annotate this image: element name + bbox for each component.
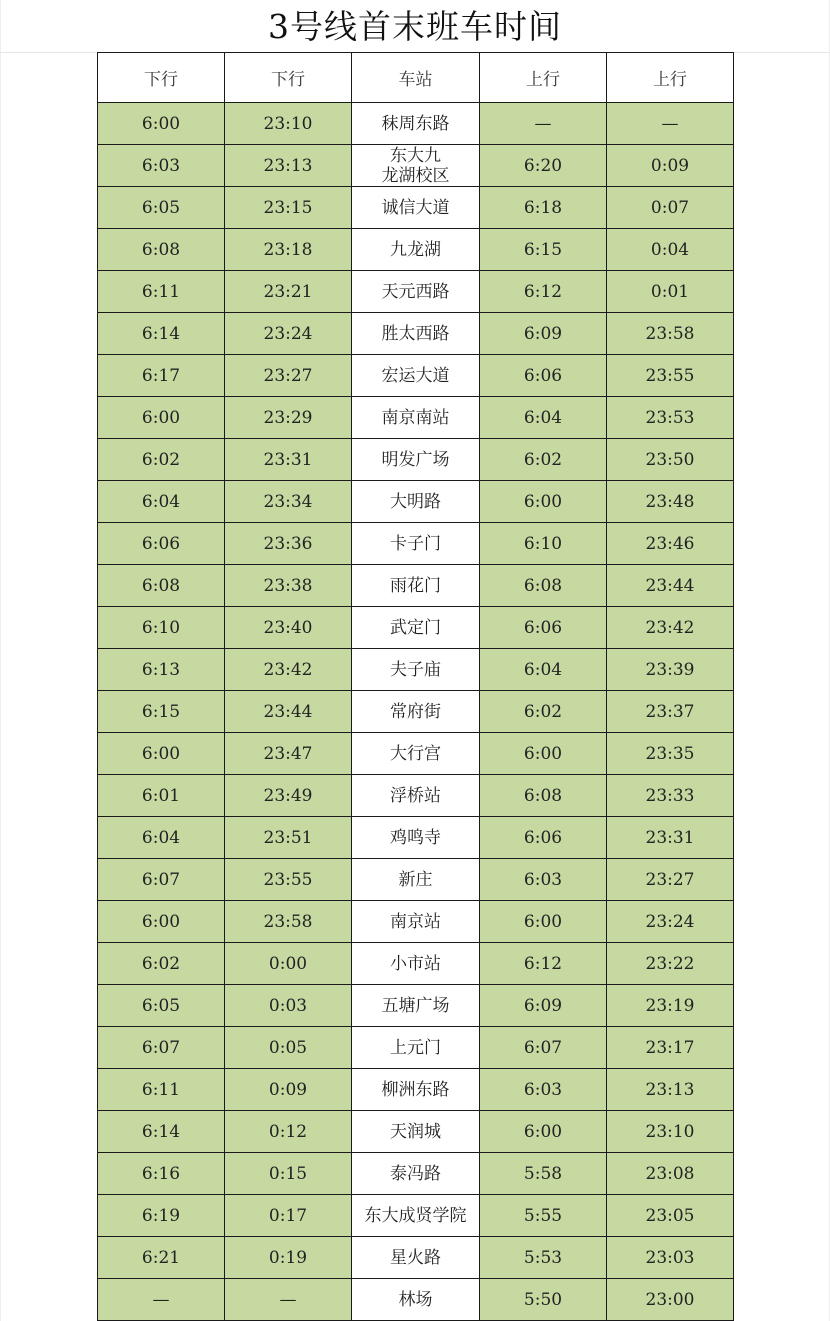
table-row (98, 229, 734, 271)
station-name-cell: 明发广场 (352, 439, 480, 481)
down-last-train-cell: 23:55 (225, 859, 352, 901)
station-name-cell: 卡子门 (352, 523, 480, 565)
station-name-cell: 浮桥站 (352, 775, 480, 817)
table-row (98, 901, 734, 943)
header-up-last: 上行 (607, 53, 734, 103)
down-last-train-cell: 0:00 (225, 943, 352, 985)
up-last-train-cell: 23:03 (607, 1237, 734, 1279)
station-name-cell: 常府街 (352, 691, 480, 733)
station-name-cell: 星火路 (352, 1237, 480, 1279)
down-last-train-cell: 23:31 (225, 439, 352, 481)
down-first-train-cell: 6:02 (98, 439, 225, 481)
down-last-train-cell: — (225, 1279, 352, 1321)
down-last-train-cell: 23:13 (225, 145, 352, 187)
up-last-train-cell: 23:35 (607, 733, 734, 775)
up-last-train-cell: 23:33 (607, 775, 734, 817)
down-last-train-cell: 23:21 (225, 271, 352, 313)
down-last-train-cell: 0:09 (225, 1069, 352, 1111)
up-last-train-cell: 23:10 (607, 1111, 734, 1153)
station-name-cell: 林场 (352, 1279, 480, 1321)
table-row (98, 439, 734, 481)
table-row (98, 481, 734, 523)
up-last-train-cell: 23:58 (607, 313, 734, 355)
down-first-train-cell: 6:04 (98, 817, 225, 859)
up-last-train-cell: 23:48 (607, 481, 734, 523)
schedule-table (97, 52, 734, 1321)
station-name-cell: 泰冯路 (352, 1153, 480, 1195)
table-row (98, 733, 734, 775)
up-last-train-cell: 23:50 (607, 439, 734, 481)
table-row (98, 1153, 734, 1195)
table-row (98, 523, 734, 565)
station-name-cell: 南京南站 (352, 397, 480, 439)
table-row (98, 1069, 734, 1111)
up-last-train-cell: 23:39 (607, 649, 734, 691)
up-last-train-cell: 23:05 (607, 1195, 734, 1237)
up-last-train-cell: 0:09 (607, 145, 734, 187)
table-row (98, 691, 734, 733)
down-first-train-cell: 6:06 (98, 523, 225, 565)
up-last-train-cell: — (607, 103, 734, 145)
station-name-cell: 宏运大道 (352, 355, 480, 397)
down-last-train-cell: 23:36 (225, 523, 352, 565)
up-last-train-cell: 23:55 (607, 355, 734, 397)
up-first-train-cell: 6:06 (480, 817, 607, 859)
down-last-train-cell: 0:12 (225, 1111, 352, 1153)
up-first-train-cell: 6:10 (480, 523, 607, 565)
down-first-train-cell: 6:17 (98, 355, 225, 397)
up-first-train-cell: 6:00 (480, 481, 607, 523)
header-up-first: 上行 (480, 53, 607, 103)
up-last-train-cell: 23:17 (607, 1027, 734, 1069)
down-last-train-cell: 23:40 (225, 607, 352, 649)
table-row (98, 649, 734, 691)
down-first-train-cell: 6:04 (98, 481, 225, 523)
up-last-train-cell: 0:04 (607, 229, 734, 271)
up-first-train-cell: 6:07 (480, 1027, 607, 1069)
down-first-train-cell: 6:16 (98, 1153, 225, 1195)
up-last-train-cell: 23:37 (607, 691, 734, 733)
station-name-cell: 大行宫 (352, 733, 480, 775)
station-name-cell: 五塘广场 (352, 985, 480, 1027)
station-name-cell: 大明路 (352, 481, 480, 523)
down-last-train-cell: 23:49 (225, 775, 352, 817)
up-last-train-cell: 23:42 (607, 607, 734, 649)
page-left-edge (0, 0, 1, 1321)
up-first-train-cell: 6:04 (480, 397, 607, 439)
up-first-train-cell: 5:58 (480, 1153, 607, 1195)
up-first-train-cell: 6:00 (480, 1111, 607, 1153)
down-last-train-cell: 23:44 (225, 691, 352, 733)
page-title: 3号线首末班车时间 (268, 7, 562, 46)
table-row (98, 103, 734, 145)
down-last-train-cell: 0:15 (225, 1153, 352, 1195)
down-first-train-cell: 6:08 (98, 565, 225, 607)
down-first-train-cell: 6:15 (98, 691, 225, 733)
table-row (98, 1111, 734, 1153)
down-last-train-cell: 23:27 (225, 355, 352, 397)
down-first-train-cell: 6:07 (98, 859, 225, 901)
up-first-train-cell: 6:08 (480, 775, 607, 817)
down-first-train-cell: 6:05 (98, 187, 225, 229)
down-first-train-cell: 6:08 (98, 229, 225, 271)
table-header (98, 53, 734, 103)
station-name-cell: 天元西路 (352, 271, 480, 313)
down-last-train-cell: 0:19 (225, 1237, 352, 1279)
up-last-train-cell: 23:19 (607, 985, 734, 1027)
up-last-train-cell: 23:44 (607, 565, 734, 607)
down-first-train-cell: 6:11 (98, 271, 225, 313)
station-name-line: 东大九 (390, 145, 441, 166)
down-last-train-cell: 23:38 (225, 565, 352, 607)
up-first-train-cell: 6:12 (480, 943, 607, 985)
down-last-train-cell: 23:51 (225, 817, 352, 859)
up-last-train-cell: 23:31 (607, 817, 734, 859)
station-name-cell: 新庄 (352, 859, 480, 901)
down-first-train-cell: 6:11 (98, 1069, 225, 1111)
up-first-train-cell: 6:18 (480, 187, 607, 229)
table-row (98, 1195, 734, 1237)
up-last-train-cell: 0:01 (607, 271, 734, 313)
station-name-cell: 鸡鸣寺 (352, 817, 480, 859)
station-name-cell: 秣周东路 (352, 103, 480, 145)
up-first-train-cell: 6:20 (480, 145, 607, 187)
down-last-train-cell: 0:17 (225, 1195, 352, 1237)
up-first-train-cell: 6:03 (480, 859, 607, 901)
station-name-cell (352, 145, 480, 187)
up-first-train-cell: 6:15 (480, 229, 607, 271)
up-last-train-cell: 23:46 (607, 523, 734, 565)
up-first-train-cell: 6:12 (480, 271, 607, 313)
station-name-cell: 小市站 (352, 943, 480, 985)
table-row (98, 859, 734, 901)
station-name-cell: 诚信大道 (352, 187, 480, 229)
up-first-train-cell: 6:00 (480, 733, 607, 775)
up-first-train-cell: 6:04 (480, 649, 607, 691)
down-last-train-cell: 0:03 (225, 985, 352, 1027)
table-row (98, 607, 734, 649)
up-last-train-cell: 23:27 (607, 859, 734, 901)
up-last-train-cell: 23:00 (607, 1279, 734, 1321)
down-first-train-cell: 6:00 (98, 733, 225, 775)
up-first-train-cell: 6:06 (480, 607, 607, 649)
down-first-train-cell: 6:02 (98, 943, 225, 985)
down-first-train-cell: 6:00 (98, 901, 225, 943)
station-name-cell: 天润城 (352, 1111, 480, 1153)
up-first-train-cell: 6:02 (480, 439, 607, 481)
up-last-train-cell: 0:07 (607, 187, 734, 229)
down-first-train-cell: 6:00 (98, 397, 225, 439)
up-last-train-cell: 23:53 (607, 397, 734, 439)
header-station: 车站 (352, 53, 480, 103)
station-name-cell: 上元门 (352, 1027, 480, 1069)
down-first-train-cell: 6:10 (98, 607, 225, 649)
up-last-train-cell: 23:13 (607, 1069, 734, 1111)
table-row (98, 355, 734, 397)
station-name-cell: 九龙湖 (352, 229, 480, 271)
down-last-train-cell: 0:05 (225, 1027, 352, 1069)
down-first-train-cell: 6:14 (98, 313, 225, 355)
table-row (98, 397, 734, 439)
table-row (98, 271, 734, 313)
table-row (98, 187, 734, 229)
table-row (98, 565, 734, 607)
station-name-cell: 武定门 (352, 607, 480, 649)
table-row (98, 817, 734, 859)
table-row (98, 1279, 734, 1321)
station-name-line: 龙湖校区 (381, 165, 450, 186)
station-name-cell: 柳洲东路 (352, 1069, 480, 1111)
down-first-train-cell: 6:14 (98, 1111, 225, 1153)
table-row (98, 1027, 734, 1069)
header-row (98, 53, 734, 103)
down-first-train-cell: 6:05 (98, 985, 225, 1027)
down-first-train-cell: 6:07 (98, 1027, 225, 1069)
down-last-train-cell: 23:15 (225, 187, 352, 229)
down-first-train-cell: 6:13 (98, 649, 225, 691)
down-last-train-cell: 23:58 (225, 901, 352, 943)
header-down-first: 下行 (98, 53, 225, 103)
table-row (98, 985, 734, 1027)
down-last-train-cell: 23:24 (225, 313, 352, 355)
up-first-train-cell: 6:09 (480, 985, 607, 1027)
up-first-train-cell: — (480, 103, 607, 145)
table-row (98, 145, 734, 187)
table-row (98, 1237, 734, 1279)
down-last-train-cell: 23:42 (225, 649, 352, 691)
down-first-train-cell: 6:21 (98, 1237, 225, 1279)
up-first-train-cell: 6:08 (480, 565, 607, 607)
station-name-cell: 胜太西路 (352, 313, 480, 355)
down-first-train-cell: 6:00 (98, 103, 225, 145)
station-name-cell: 夫子庙 (352, 649, 480, 691)
up-first-train-cell: 5:50 (480, 1279, 607, 1321)
up-first-train-cell: 5:53 (480, 1237, 607, 1279)
table-body (98, 103, 734, 1321)
down-last-train-cell: 23:34 (225, 481, 352, 523)
down-last-train-cell: 23:10 (225, 103, 352, 145)
table-row (98, 775, 734, 817)
down-first-train-cell: — (98, 1279, 225, 1321)
down-last-train-cell: 23:18 (225, 229, 352, 271)
down-last-train-cell: 23:47 (225, 733, 352, 775)
up-first-train-cell: 6:06 (480, 355, 607, 397)
up-first-train-cell: 6:00 (480, 901, 607, 943)
table-row (98, 313, 734, 355)
down-last-train-cell: 23:29 (225, 397, 352, 439)
up-last-train-cell: 23:08 (607, 1153, 734, 1195)
up-last-train-cell: 23:24 (607, 901, 734, 943)
down-first-train-cell: 6:01 (98, 775, 225, 817)
table-row (98, 943, 734, 985)
station-name-cell: 雨花门 (352, 565, 480, 607)
down-first-train-cell: 6:19 (98, 1195, 225, 1237)
up-first-train-cell: 6:02 (480, 691, 607, 733)
down-first-train-cell: 6:03 (98, 145, 225, 187)
up-first-train-cell: 6:03 (480, 1069, 607, 1111)
station-name-cell: 南京站 (352, 901, 480, 943)
up-last-train-cell: 23:22 (607, 943, 734, 985)
station-name-cell: 东大成贤学院 (352, 1195, 480, 1237)
up-first-train-cell: 6:09 (480, 313, 607, 355)
up-first-train-cell: 5:55 (480, 1195, 607, 1237)
header-down-last: 下行 (225, 53, 352, 103)
